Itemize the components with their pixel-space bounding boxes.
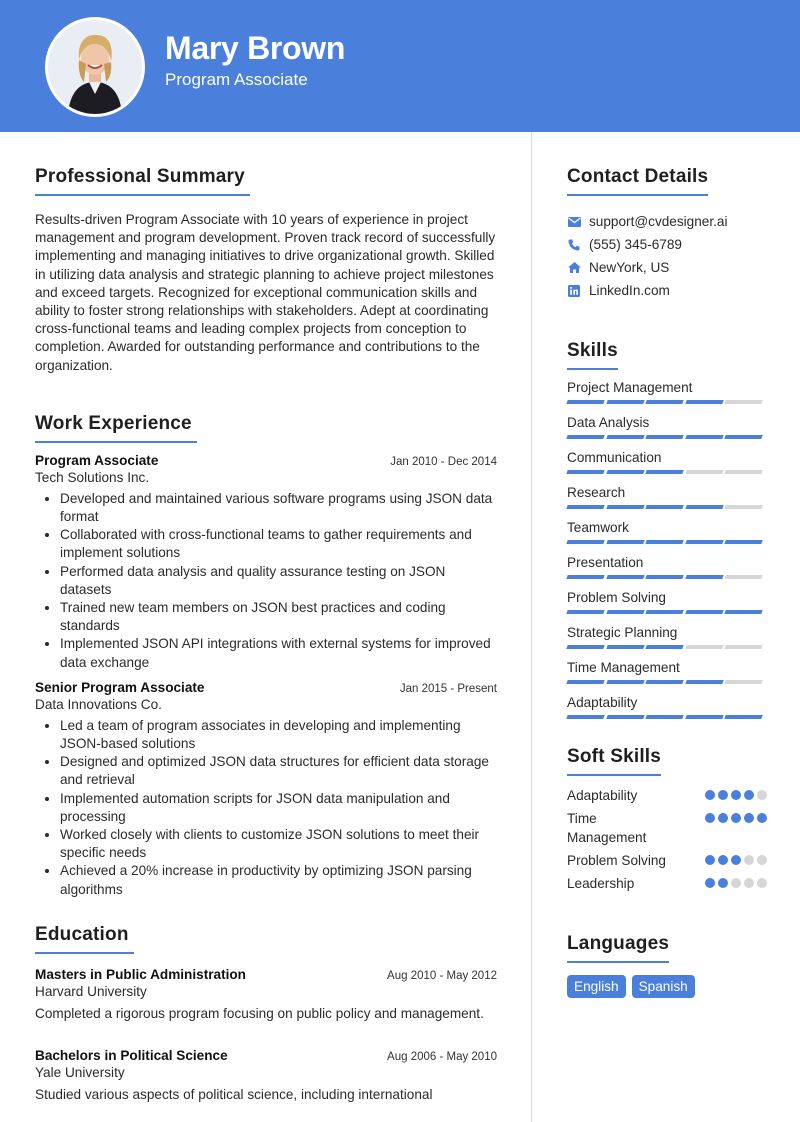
skill-name: Presentation (567, 555, 644, 570)
language-tag: English (567, 975, 626, 998)
skill-level-bar (567, 505, 767, 509)
contact-phone-text: (555) 345-6789 (589, 237, 682, 252)
skill-level-bar (567, 400, 767, 404)
skill-name: Strategic Planning (567, 625, 678, 640)
skill-level-segment (725, 470, 763, 474)
summary-text: Results-driven Program Associate with 10 years of experience in project management and program development. Proven track record of successfully implementing and managing initiatives to drive organizational growth. Skilled in utilizing data analysis and strategic planning to achieve project milestones and exceed targets. Recognized for exceptional communication skills and ability to foster strong relationships with stakeholders. Adept at coordinating cross-functional teams and leading complex projects from conception to completion. Awarded for outstanding performance and contributions to the organization. (35, 212, 496, 373)
skill-level-segment (566, 400, 604, 404)
skill-level-segment (645, 680, 683, 684)
rating-dot (731, 790, 741, 800)
rating-dot (718, 878, 728, 888)
skill-level-segment (725, 645, 763, 649)
skill-level-segment (606, 645, 644, 649)
job-title: Senior Program Associate (35, 679, 205, 695)
job-bullet: • Performed data analysis and quality assurance testing on JSON datasets (60, 563, 497, 599)
work-section (35, 413, 497, 899)
education-date: Aug 2006 - May 2010 (387, 1050, 497, 1063)
main-column (35, 132, 497, 1102)
home-icon (567, 261, 581, 275)
job-bullet: • Trained new team members on JSON best practices and coding standards (60, 599, 497, 635)
soft-skill-rating (705, 790, 767, 800)
job-bullet: • Led a team of program associates in developing and implementing JSON-based solutions (60, 717, 497, 753)
skill-level-segment (566, 435, 604, 439)
rating-dot (731, 878, 741, 888)
education-description: Completed a rigorous program focusing on public policy and management. (35, 1005, 484, 1021)
skill-level-segment (606, 505, 644, 509)
skills-list (567, 378, 767, 719)
skill-level-bar (567, 645, 767, 649)
skill-item (567, 658, 767, 684)
degree-title: Masters in Public Administration (35, 966, 246, 982)
rating-dot (705, 878, 715, 888)
skill-name: Adaptability (567, 695, 638, 710)
job-bullet: • Designed and optimized JSON data structures for efficient data storage and retrieval (60, 753, 497, 789)
soft-skill-item (567, 874, 767, 893)
contact-location-text: NewYork, US (589, 260, 670, 275)
skill-name: Research (567, 485, 626, 500)
school-name: Yale University (35, 1064, 125, 1080)
job-bullet: • Implemented automation scripts for JSON data manipulation and processing (60, 790, 497, 826)
soft-skill-rating (705, 813, 767, 823)
column-divider (531, 132, 532, 1122)
skill-item (567, 553, 767, 579)
skill-level-segment (725, 505, 763, 509)
skill-level-segment (606, 575, 644, 579)
skills-section (567, 340, 767, 719)
skill-level-segment (566, 505, 604, 509)
skill-level-segment (645, 575, 683, 579)
skill-level-segment (725, 715, 763, 719)
rating-dot (744, 855, 754, 865)
skill-level-segment (725, 575, 763, 579)
skill-item (567, 623, 767, 649)
skill-level-segment (645, 715, 683, 719)
skill-level-segment (606, 400, 644, 404)
linkedin-icon (567, 284, 581, 298)
job-date: Jan 2010 - Dec 2014 (390, 455, 497, 468)
skill-level-segment (566, 575, 604, 579)
skill-level-segment (606, 540, 644, 544)
skill-item (567, 518, 767, 544)
rating-dot (718, 790, 728, 800)
rating-dot (705, 855, 715, 865)
rating-dot (731, 813, 741, 823)
skill-level-segment (685, 715, 723, 719)
skill-level-segment (685, 505, 723, 509)
education-heading: Education (35, 924, 134, 954)
skill-level-segment (685, 645, 723, 649)
rating-dot (757, 878, 767, 888)
skill-level-bar (567, 715, 767, 719)
rating-dot (757, 855, 767, 865)
job-entry (35, 453, 497, 672)
email-icon (567, 215, 581, 229)
skill-level-segment (606, 610, 644, 614)
skill-item (567, 588, 767, 614)
skill-name: Project Management (567, 380, 693, 395)
avatar (45, 17, 145, 117)
skill-level-segment (725, 680, 763, 684)
languages-section (567, 933, 767, 998)
job-company: Tech Solutions Inc. (35, 469, 150, 485)
skill-name: Problem Solving (567, 590, 666, 605)
soft-skills-section (567, 746, 767, 893)
skill-item (567, 483, 767, 509)
skill-level-segment (725, 435, 763, 439)
skill-level-segment (685, 435, 723, 439)
skill-level-segment (566, 610, 604, 614)
contact-linkedin-text: LinkedIn.com (589, 283, 670, 298)
soft-skills-list (567, 786, 767, 893)
skill-level-bar (567, 575, 767, 579)
soft-skill-rating (705, 855, 767, 865)
skill-name: Time Management (567, 660, 680, 675)
job-bullet: • Worked closely with clients to customize JSON solutions to meet their specific needs (60, 826, 497, 862)
skill-level-bar (567, 470, 767, 474)
contact-heading: Contact Details (567, 166, 708, 196)
skill-name: Communication (567, 450, 662, 465)
rating-dot (705, 813, 715, 823)
rating-dot (718, 855, 728, 865)
education-date: Aug 2010 - May 2012 (387, 969, 497, 982)
job-entry (35, 680, 497, 899)
languages-heading: Languages (567, 933, 669, 963)
skill-level-segment (685, 680, 723, 684)
skill-level-segment (645, 470, 683, 474)
skill-level-bar (567, 435, 767, 439)
soft-skill-item (567, 851, 767, 870)
education-section (35, 924, 497, 1102)
job-bullet: • Collaborated with cross-functional teams to gather requirements and implement solutions (60, 526, 497, 562)
rating-dot (757, 813, 767, 823)
summary-heading: Professional Summary (35, 166, 250, 196)
rating-dot (757, 790, 767, 800)
skill-level-segment (606, 470, 644, 474)
skill-level-segment (645, 400, 683, 404)
skill-level-segment (645, 645, 683, 649)
profile-photo (48, 20, 142, 114)
contact-email[interactable] (567, 210, 767, 233)
soft-skill-item (567, 786, 767, 805)
skill-level-segment (725, 400, 763, 404)
soft-skill-name: Problem Solving (567, 853, 666, 868)
rating-dot (744, 878, 754, 888)
skill-level-segment (566, 540, 604, 544)
summary-section (35, 166, 497, 375)
skill-level-segment (685, 400, 723, 404)
education-description: Studied various aspects of political science, including international (35, 1086, 433, 1102)
job-bullets (35, 490, 497, 672)
skill-level-segment (566, 645, 604, 649)
skill-level-segment (685, 610, 723, 614)
skill-level-segment (606, 435, 644, 439)
skill-level-bar (567, 680, 767, 684)
skill-level-segment (566, 715, 604, 719)
skill-level-segment (606, 715, 644, 719)
education-entry (35, 1048, 497, 1102)
skill-level-segment (685, 470, 723, 474)
school-name: Harvard University (35, 983, 147, 999)
soft-skill-name: Time Management (567, 811, 647, 845)
skill-level-segment (685, 540, 723, 544)
skill-level-bar (567, 540, 767, 544)
soft-skill-rating (705, 878, 767, 888)
soft-skills-heading: Soft Skills (567, 746, 661, 776)
phone-icon (567, 238, 581, 252)
skill-item (567, 693, 767, 719)
skill-level-segment (725, 610, 763, 614)
candidate-name: Mary Brown (165, 30, 346, 66)
job-bullet: • Developed and maintained various software programs using JSON data format (60, 490, 497, 526)
contact-linkedin[interactable] (567, 279, 767, 302)
skill-name: Data Analysis (567, 415, 650, 430)
job-bullet: • Achieved a 20% increase in productivity by optimizing JSON parsing algorithms (60, 862, 497, 898)
contact-section (567, 166, 767, 302)
job-bullet: • Implemented JSON API integrations with external systems for improved data exchange (60, 635, 497, 671)
soft-skill-item (567, 809, 767, 847)
skill-level-segment (645, 610, 683, 614)
contact-location (567, 256, 767, 279)
job-company: Data Innovations Co. (35, 696, 162, 712)
skill-level-segment (725, 540, 763, 544)
skill-level-bar (567, 610, 767, 614)
soft-skill-name: Adaptability (567, 788, 638, 803)
skill-level-segment (645, 505, 683, 509)
language-tag: Spanish (632, 975, 695, 998)
job-date: Jan 2015 - Present (399, 682, 497, 695)
skill-level-segment (606, 680, 644, 684)
rating-dot (705, 790, 715, 800)
rating-dot (731, 855, 741, 865)
education-entry (35, 967, 497, 1021)
rating-dot (744, 790, 754, 800)
resume-header (0, 0, 800, 132)
soft-skill-name: Leadership (567, 876, 635, 891)
skill-name: Teamwork (567, 520, 629, 535)
job-bullets (35, 717, 497, 899)
skill-item (567, 413, 767, 439)
skills-heading: Skills (567, 340, 618, 370)
languages-list (567, 975, 767, 998)
rating-dot (744, 813, 754, 823)
work-heading: Work Experience (35, 413, 197, 443)
skill-level-segment (685, 575, 723, 579)
candidate-title: Program Associate (165, 70, 308, 89)
skill-level-segment (566, 680, 604, 684)
skill-level-segment (645, 540, 683, 544)
sidebar-column (567, 132, 767, 998)
skill-item (567, 378, 767, 404)
degree-title: Bachelors in Political Science (35, 1047, 228, 1063)
rating-dot (718, 813, 728, 823)
skill-level-segment (566, 470, 604, 474)
job-title: Program Associate (35, 452, 159, 468)
contact-email-text: support@cvdesigner.ai (589, 214, 728, 229)
skill-item (567, 448, 767, 474)
skill-level-segment (645, 435, 683, 439)
contact-phone[interactable] (567, 233, 767, 256)
